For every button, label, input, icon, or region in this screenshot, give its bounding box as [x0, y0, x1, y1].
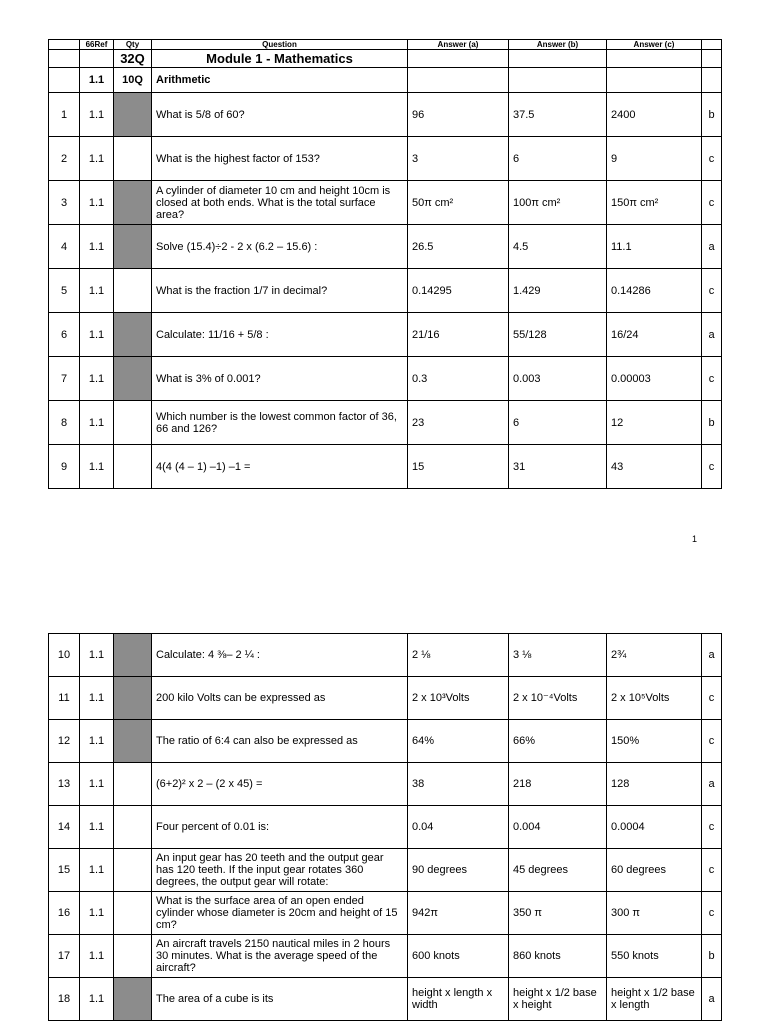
answer-b: 37.5 — [509, 93, 607, 137]
question-ref: 1.1 — [80, 763, 114, 806]
question-text: Four percent of 0.01 is: — [152, 806, 408, 849]
answer-b: 6 — [509, 401, 607, 445]
answer-key: c — [702, 806, 722, 849]
question-number: 5 — [49, 269, 80, 313]
question-ref: 1.1 — [80, 445, 114, 489]
answer-key: c — [702, 137, 722, 181]
header-answer-a: Answer (a) — [408, 40, 509, 50]
question-row — [49, 677, 722, 720]
answer-key: b — [702, 401, 722, 445]
question-row — [49, 892, 722, 935]
answer-c: 2 x 10⁵Volts — [607, 677, 702, 720]
question-number: 7 — [49, 357, 80, 401]
answer-key: a — [702, 225, 722, 269]
answer-key: a — [702, 313, 722, 357]
answer-a: 23 — [408, 401, 509, 445]
question-text: Calculate: 4 ⅜– 2 ¼ : — [152, 634, 408, 677]
answer-b: 100π cm² — [509, 181, 607, 225]
question-qty-cell — [114, 401, 152, 445]
answer-a: 21/16 — [408, 313, 509, 357]
question-text: What is the highest factor of 153? — [152, 137, 408, 181]
question-ref: 1.1 — [80, 137, 114, 181]
answer-b: 31 — [509, 445, 607, 489]
question-text: An aircraft travels 2150 nautical miles in 2 hours 30 minutes. What is the average speed of the aircraft? — [152, 935, 408, 978]
question-text: An input gear has 20 teeth and the output gear has 120 teeth. If the input gear rotates 360 degrees, the output gear will rotate: — [152, 849, 408, 892]
answer-a: 0.14295 — [408, 269, 509, 313]
answer-c: 150π cm² — [607, 181, 702, 225]
section-ref: 1.1 — [80, 68, 114, 93]
question-row — [49, 401, 722, 445]
answer-c: 2¾ — [607, 634, 702, 677]
answer-c: 11.1 — [607, 225, 702, 269]
answer-a: 600 knots — [408, 935, 509, 978]
question-ref: 1.1 — [80, 357, 114, 401]
answer-c: 2400 — [607, 93, 702, 137]
question-number: 8 — [49, 401, 80, 445]
question-text: Calculate: 11/16 + 5/8 : — [152, 313, 408, 357]
question-number: 15 — [49, 849, 80, 892]
question-ref: 1.1 — [80, 677, 114, 720]
question-qty-cell — [114, 181, 152, 225]
question-number: 11 — [49, 677, 80, 720]
question-number: 2 — [49, 137, 80, 181]
question-qty-cell — [114, 763, 152, 806]
question-qty-cell — [114, 849, 152, 892]
header-question: Question — [152, 40, 408, 50]
answer-key: c — [702, 445, 722, 489]
question-row — [49, 763, 722, 806]
answer-key: b — [702, 935, 722, 978]
answer-key: c — [702, 892, 722, 935]
answer-key: c — [702, 849, 722, 892]
question-row — [49, 806, 722, 849]
question-text: 4(4 (4 – 1) –1) –1 = — [152, 445, 408, 489]
answer-b: 0.004 — [509, 806, 607, 849]
question-row — [49, 634, 722, 677]
answer-b: 350 π — [509, 892, 607, 935]
answer-b: 1.429 — [509, 269, 607, 313]
question-qty-cell — [114, 93, 152, 137]
question-text: 200 kilo Volts can be expressed as — [152, 677, 408, 720]
answer-a: 0.04 — [408, 806, 509, 849]
question-number: 18 — [49, 978, 80, 1021]
question-number: 9 — [49, 445, 80, 489]
answer-c: 60 degrees — [607, 849, 702, 892]
question-ref: 1.1 — [80, 978, 114, 1021]
module-row — [49, 50, 722, 68]
question-table-page-2 — [48, 633, 722, 1021]
answer-a: height x length x width — [408, 978, 509, 1021]
question-row — [49, 935, 722, 978]
answer-key: c — [702, 357, 722, 401]
section-row — [49, 68, 722, 93]
question-qty-cell — [114, 313, 152, 357]
answer-key: c — [702, 181, 722, 225]
question-number: 4 — [49, 225, 80, 269]
question-row — [49, 313, 722, 357]
answer-a: 64% — [408, 720, 509, 763]
question-number: 13 — [49, 763, 80, 806]
answer-a: 15 — [408, 445, 509, 489]
question-number: 16 — [49, 892, 80, 935]
question-qty-cell — [114, 269, 152, 313]
question-row — [49, 269, 722, 313]
answer-c: 150% — [607, 720, 702, 763]
section-title: Arithmetic — [152, 68, 408, 93]
answer-c: 550 knots — [607, 935, 702, 978]
question-qty-cell — [114, 935, 152, 978]
question-qty-cell — [114, 357, 152, 401]
answer-a: 0.3 — [408, 357, 509, 401]
section-qty: 10Q — [114, 68, 152, 93]
question-ref: 1.1 — [80, 935, 114, 978]
question-number: 17 — [49, 935, 80, 978]
question-row — [49, 978, 722, 1021]
answer-a: 942π — [408, 892, 509, 935]
question-text: The area of a cube is its — [152, 978, 408, 1021]
answer-c: 12 — [607, 401, 702, 445]
question-number: 14 — [49, 806, 80, 849]
answer-a: 38 — [408, 763, 509, 806]
answer-c: 0.0004 — [607, 806, 702, 849]
question-qty-cell — [114, 634, 152, 677]
answer-a: 26.5 — [408, 225, 509, 269]
question-row — [49, 181, 722, 225]
question-row — [49, 720, 722, 763]
answer-c: 0.14286 — [607, 269, 702, 313]
answer-b: 860 knots — [509, 935, 607, 978]
header-ref: 66Ref — [80, 40, 114, 50]
answer-a: 3 — [408, 137, 509, 181]
question-number: 12 — [49, 720, 80, 763]
question-number: 3 — [49, 181, 80, 225]
answer-key: c — [702, 269, 722, 313]
answer-b: 55/128 — [509, 313, 607, 357]
answer-b: 2 x 10⁻⁴Volts — [509, 677, 607, 720]
answer-c: height x 1/2 base x length — [607, 978, 702, 1021]
answer-a: 90 degrees — [408, 849, 509, 892]
answer-key: c — [702, 720, 722, 763]
question-qty-cell — [114, 720, 152, 763]
question-ref: 1.1 — [80, 892, 114, 935]
question-row — [49, 93, 722, 137]
question-ref: 1.1 — [80, 720, 114, 763]
question-qty-cell — [114, 806, 152, 849]
header-answer-c: Answer (c) — [607, 40, 702, 50]
question-ref: 1.1 — [80, 401, 114, 445]
question-ref: 1.1 — [80, 269, 114, 313]
answer-a: 2 x 10³Volts — [408, 677, 509, 720]
question-qty-cell — [114, 137, 152, 181]
answer-b: 4.5 — [509, 225, 607, 269]
answer-b: 6 — [509, 137, 607, 181]
question-ref: 1.1 — [80, 313, 114, 357]
answer-c: 128 — [607, 763, 702, 806]
answer-b: 0.003 — [509, 357, 607, 401]
answer-c: 16/24 — [607, 313, 702, 357]
question-ref: 1.1 — [80, 181, 114, 225]
question-row — [49, 445, 722, 489]
answer-b: 66% — [509, 720, 607, 763]
answer-c: 0.00003 — [607, 357, 702, 401]
answer-b: height x 1/2 base x height — [509, 978, 607, 1021]
answer-b: 3 ⅛ — [509, 634, 607, 677]
header-qty: Qty — [114, 40, 152, 50]
question-number: 1 — [49, 93, 80, 137]
question-qty-cell — [114, 978, 152, 1021]
question-qty-cell — [114, 892, 152, 935]
answer-b: 218 — [509, 763, 607, 806]
answer-key: c — [702, 677, 722, 720]
answer-key: a — [702, 634, 722, 677]
answer-key: a — [702, 978, 722, 1021]
question-text: Solve (15.4)÷2 - 2 x (6.2 – 15.6) : — [152, 225, 408, 269]
question-row — [49, 357, 722, 401]
answer-key: b — [702, 93, 722, 137]
question-row — [49, 137, 722, 181]
module-qty: 32Q — [114, 50, 152, 68]
question-qty-cell — [114, 445, 152, 489]
question-ref: 1.1 — [80, 806, 114, 849]
question-text: What is 5/8 of 60? — [152, 93, 408, 137]
question-text: (6+2)² x 2 – (2 x 45) = — [152, 763, 408, 806]
answer-a: 2 ⅛ — [408, 634, 509, 677]
question-text: Which number is the lowest common factor of 36, 66 and 126? — [152, 401, 408, 445]
question-qty-cell — [114, 677, 152, 720]
header-num — [49, 40, 80, 50]
question-text: A cylinder of diameter 10 cm and height 10cm is closed at both ends. What is the total surface area? — [152, 181, 408, 225]
answer-b: 45 degrees — [509, 849, 607, 892]
page-number: 1 — [692, 534, 698, 544]
answer-a: 50π cm² — [408, 181, 509, 225]
question-qty-cell — [114, 225, 152, 269]
answer-a: 96 — [408, 93, 509, 137]
answer-c: 300 π — [607, 892, 702, 935]
question-ref: 1.1 — [80, 93, 114, 137]
question-text: The ratio of 6:4 can also be expressed as — [152, 720, 408, 763]
question-number: 10 — [49, 634, 80, 677]
question-ref: 1.1 — [80, 225, 114, 269]
question-number: 6 — [49, 313, 80, 357]
question-text: What is the surface area of an open ended cylinder whose diameter is 20cm and height of 15 cm? — [152, 892, 408, 935]
header-key — [702, 40, 722, 50]
question-row — [49, 849, 722, 892]
question-row — [49, 225, 722, 269]
question-ref: 1.1 — [80, 634, 114, 677]
question-table-page-1 — [48, 39, 722, 489]
module-title: Module 1 - Mathematics — [152, 50, 408, 68]
question-text: What is 3% of 0.001? — [152, 357, 408, 401]
answer-key: a — [702, 763, 722, 806]
header-row — [49, 40, 722, 50]
question-ref: 1.1 — [80, 849, 114, 892]
answer-c: 9 — [607, 137, 702, 181]
header-answer-b: Answer (b) — [509, 40, 607, 50]
question-text: What is the fraction 1/7 in decimal? — [152, 269, 408, 313]
answer-c: 43 — [607, 445, 702, 489]
